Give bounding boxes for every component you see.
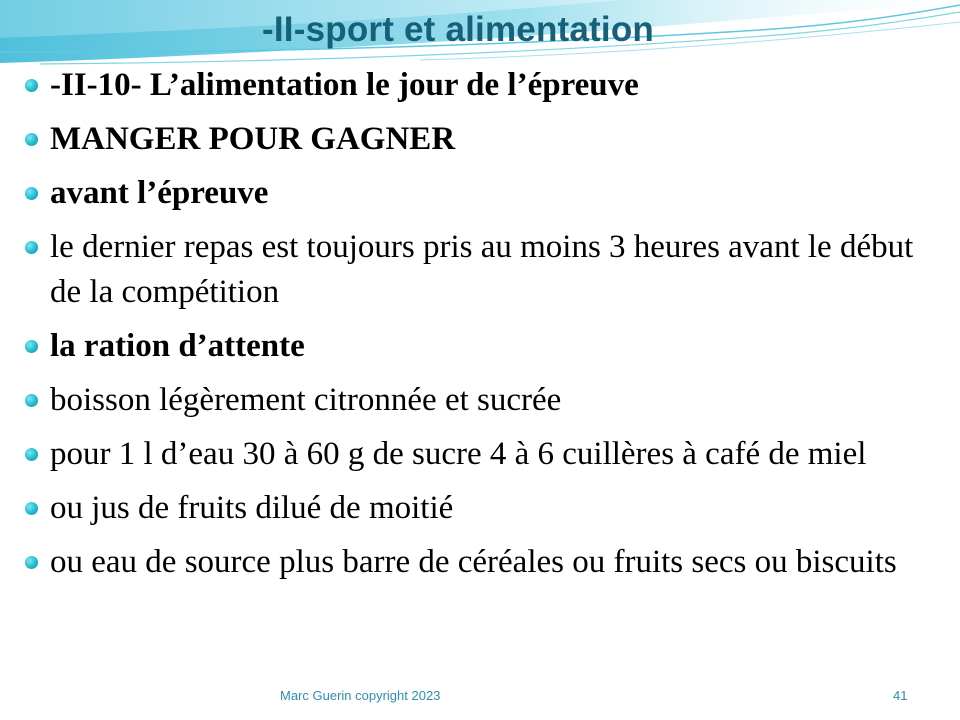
bullet-text: la ration d’attente	[50, 328, 305, 364]
bullet-text: le dernier repas est toujours pris au moins 3 heures avant le début de la compétition	[50, 229, 914, 310]
bullet-item	[22, 63, 942, 108]
bullet-item	[22, 540, 942, 585]
bullet-dot-icon	[25, 448, 38, 461]
bullet-text: MANGER POUR GAGNER	[50, 121, 456, 157]
slide-title: -II-sport et alimentation	[262, 10, 654, 49]
bullet-item	[22, 486, 942, 531]
bullet-item	[22, 225, 942, 315]
bullet-item	[22, 324, 942, 369]
bullet-item	[22, 378, 942, 423]
bullet-text: pour 1 l d’eau 30 à 60 g de sucre 4 à 6 cuillères à café de miel	[50, 436, 867, 472]
bullet-dot-icon	[25, 502, 38, 515]
footer-copyright: Marc Guerin copyright 2023	[280, 688, 441, 703]
bullet-dot-icon	[25, 340, 38, 353]
bullet-text: ou eau de source plus barre de céréales ou fruits secs ou biscuits	[50, 544, 897, 580]
bullet-text: ou jus de fruits dilué de moitié	[50, 490, 454, 526]
bullet-item	[22, 171, 942, 216]
bullet-list	[22, 63, 942, 594]
bullet-dot-icon	[25, 394, 38, 407]
bullet-dot-icon	[25, 556, 38, 569]
page-number: 41	[893, 688, 908, 703]
bullet-text: avant l’épreuve	[50, 175, 269, 211]
bullet-item	[22, 117, 942, 162]
bullet-text: -II-10- L’alimentation le jour de l’épreuve	[50, 67, 639, 103]
bullet-item	[22, 432, 942, 477]
bullet-dot-icon	[25, 187, 38, 200]
bullet-text: boisson légèrement citronnée et sucrée	[50, 382, 562, 418]
bullet-dot-icon	[25, 133, 38, 146]
bullet-dot-icon	[25, 241, 38, 254]
bullet-dot-icon	[25, 79, 38, 92]
